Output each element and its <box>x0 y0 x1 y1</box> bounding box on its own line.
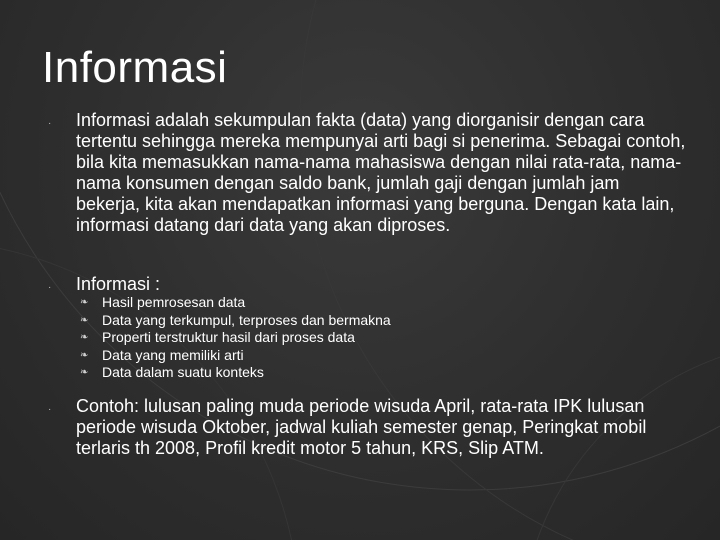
list-item: ❧ Hasil pemrosesan data <box>80 294 246 310</box>
fleuron-icon: ❧ <box>80 349 89 361</box>
list-item: ❧ Properti terstruktur hasil dari proses data <box>80 329 355 346</box>
informasi-sub-list <box>80 294 391 382</box>
fleuron-icon: ❧ <box>80 314 89 326</box>
fleuron-icon: ❧ <box>80 297 89 308</box>
list-item: ❧ Data dalam suatu konteks <box>80 364 264 381</box>
definition-paragraph: Informasi adalah sekumpulan fakta (data) yang diorganisir dengan cara tertentu sehingga mereka mempunyai arti bagi si penerima. Sebagai contoh, bila kita memasukkan nama-nama mahasiswa dengan nilai rata-rata, nama-nama konsumen dengan saldo bank, jumlah gaji dengan jumlah jam bekerja, kita akan mendapatkan informasi yang berguna. Dengan kata lain, informasi datang dari data yang akan diproses. <box>76 110 686 235</box>
fleuron-icon: ❧ <box>80 367 89 379</box>
list-item: ❧ Data yang terkumpul, terproses dan bermakna <box>80 311 391 328</box>
fleuron-icon: ❧ <box>80 332 89 344</box>
bullet-dot: · <box>48 404 52 415</box>
bullet-dot: · <box>48 118 52 129</box>
example-paragraph: Contoh: lulusan paling muda periode wisuda April, rata-rata IPK lulusan periode wisuda Oktober, jadwal kuliah semester genap, Peringkat mobil terlaris th 2008, Profil kredit motor 5 tahun, KRS, Slip ATM. <box>76 396 647 458</box>
slide-title: Informasi <box>42 43 228 92</box>
list-item: ❧ Data yang memiliki arti <box>80 346 244 363</box>
bullet-dot: · <box>48 282 52 293</box>
informasi-heading: Informasi : <box>76 274 161 294</box>
